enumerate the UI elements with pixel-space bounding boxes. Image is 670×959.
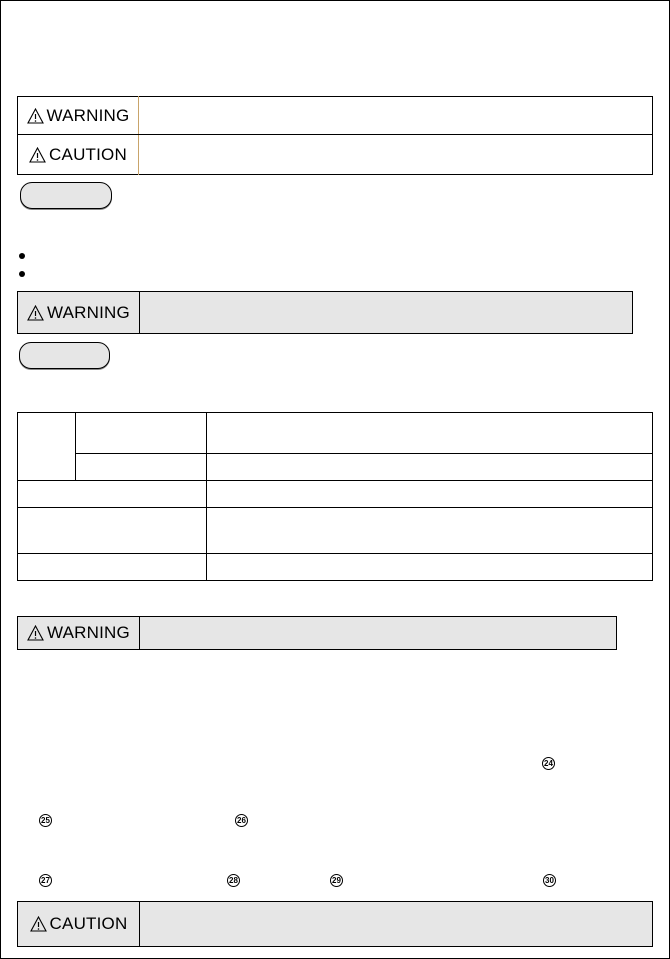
caution-text: CAUTION (49, 914, 128, 933)
table-subcol-divider (75, 412, 76, 480)
legend-warning-label (18, 97, 138, 134)
section-tab (19, 342, 110, 369)
table-row-divider (17, 480, 653, 481)
panel-divider (139, 901, 140, 947)
warning-triangle-icon (27, 625, 44, 641)
bullet (19, 271, 25, 277)
panel-divider (139, 616, 140, 650)
legend-divider (138, 96, 139, 175)
circled-number-28: 28 (227, 874, 240, 887)
table-col-divider (206, 412, 207, 581)
warning-panel-label (18, 292, 139, 333)
warning-text: WARNING (47, 623, 130, 642)
legend-caution-label (18, 135, 138, 174)
circled-number-26: 26 (235, 814, 248, 827)
warning-triangle-icon (29, 147, 46, 163)
warning-triangle-icon (30, 916, 47, 932)
warning-text: WARNING (47, 302, 130, 322)
table-row-divider (17, 553, 653, 554)
warning-triangle-icon (27, 305, 44, 321)
warning-triangle-icon (27, 108, 44, 124)
table-row-divider (17, 507, 653, 508)
caution-panel-label (18, 902, 139, 946)
section-tab (20, 182, 112, 209)
circled-number-30: 30 (543, 874, 556, 887)
spec-table (17, 412, 653, 581)
panel-divider (139, 291, 140, 334)
table-row-divider (75, 453, 653, 454)
circled-number-25: 25 (39, 814, 52, 827)
circled-number-29: 29 (330, 874, 343, 887)
circled-number-24: 24 (542, 757, 555, 770)
bullet (19, 253, 25, 259)
caution-text: CAUTION (49, 144, 127, 164)
warning-text: WARNING (46, 105, 130, 125)
circled-number-27: 27 (39, 874, 52, 887)
warning-panel-label (18, 617, 139, 649)
